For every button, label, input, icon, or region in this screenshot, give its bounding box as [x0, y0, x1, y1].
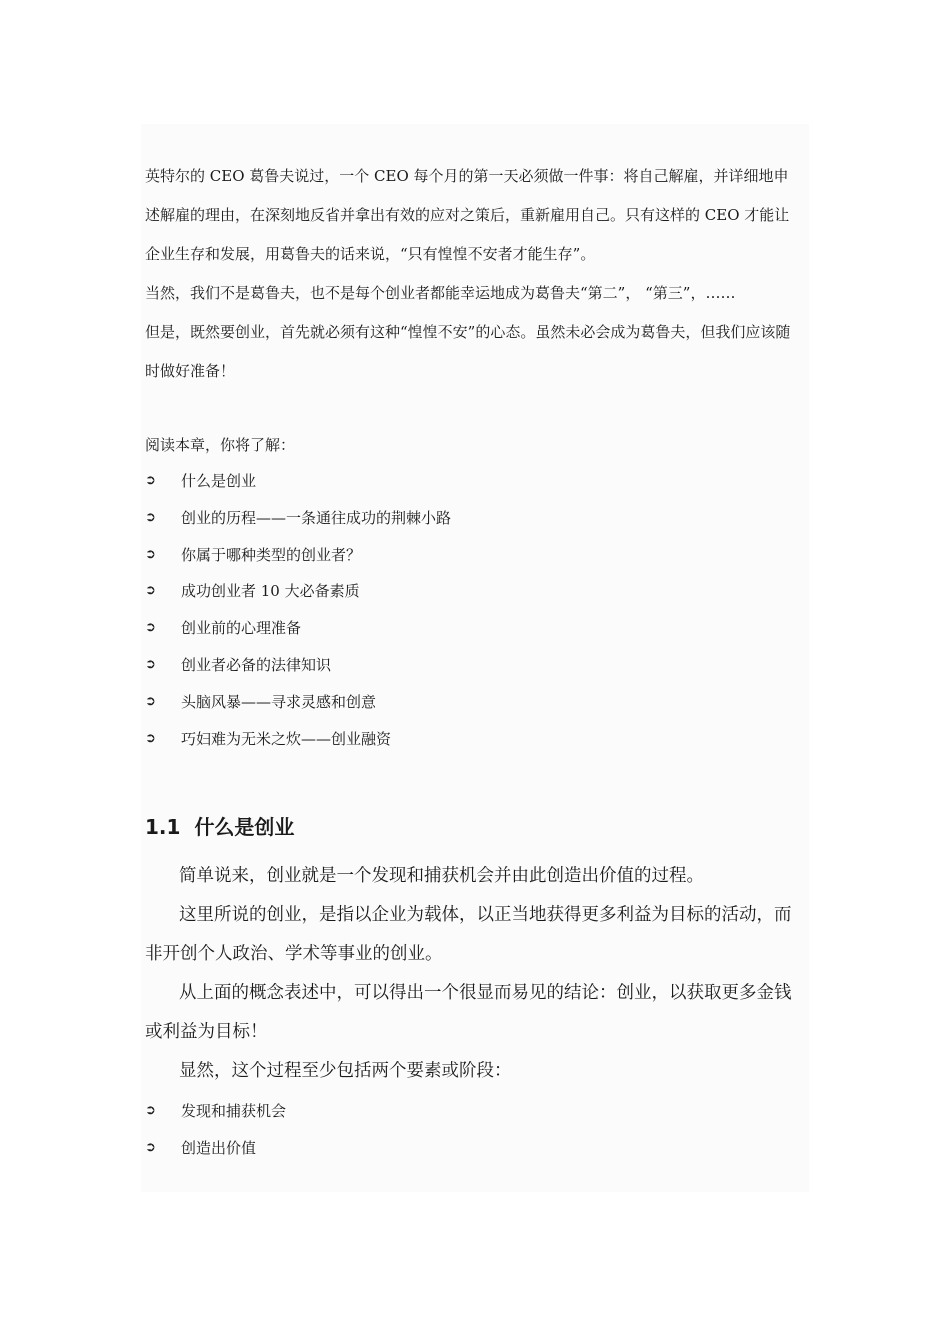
list-item-text: 创业前的心理准备	[181, 619, 302, 638]
list-item-text: 发现和捕获机会	[181, 1102, 287, 1121]
list-item-text: 创业的历程——一条通往成功的荆棘小路	[181, 508, 452, 527]
section-body	[145, 857, 801, 1091]
list-item-text: 什么是创业	[181, 472, 257, 490]
arrow-bullet-icon: ➲	[145, 656, 156, 672]
document-body	[145, 157, 801, 1167]
list-item	[145, 684, 801, 721]
arrow-bullet-icon: ➲	[145, 583, 156, 599]
chapter-topics-list	[145, 463, 801, 757]
arrow-bullet-icon: ➲	[145, 1103, 156, 1119]
list-item	[145, 573, 801, 610]
arrow-bullet-icon: ➲	[145, 546, 156, 562]
intro-paragraph: 英特尔的 CEO 葛鲁夫说过，一个 CEO 每个月的第一天必须做一件事：将自己解雇，并详细地申述解雇的理由，在深刻地反省并拿出有效的应对之策后，重新雇用自己。只有这样的 CEO 才能让企业生存和发展，用葛鲁夫的话来说，“只有惶惶不安者才能生存”。	[145, 167, 790, 263]
arrow-bullet-icon: ➲	[145, 730, 156, 746]
list-item-text: 创造出价值	[181, 1139, 257, 1158]
list-item	[145, 500, 801, 537]
list-item	[145, 721, 801, 758]
arrow-bullet-icon: ➲	[145, 1140, 156, 1156]
list-item-text: 头脑风暴——寻求灵感和创意	[181, 692, 377, 711]
arrow-bullet-icon: ➲	[145, 620, 156, 636]
arrow-bullet-icon: ➲	[145, 693, 156, 709]
reading-heading: 阅读本章，你将了解：	[145, 436, 296, 454]
list-item	[145, 610, 801, 647]
list-item-text: 巧妇难为无米之炊——创业融资	[181, 729, 392, 748]
arrow-bullet-icon: ➲	[145, 509, 156, 525]
body-paragraph: 简单说来，创业就是一个发现和捕获机会并由此创造出价值的过程。	[179, 866, 704, 887]
body-paragraph: 显然，这个过程至少包括两个要素或阶段：	[179, 1061, 512, 1082]
body-paragraph: 这里所说的创业，是指以企业为载体，以正当地获得更多利益为目标的活动，而非开创个人政治、学术等事业的创业。	[145, 905, 792, 965]
list-item-text: 你属于哪种类型的创业者？	[181, 545, 362, 564]
section-heading	[145, 807, 801, 847]
body-paragraph: 从上面的概念表述中，可以得出一个很显而易见的结论：创业，以获取更多金钱或利益为目标！	[145, 983, 792, 1043]
arrow-bullet-icon: ➲	[145, 473, 156, 488]
section-elements-list	[145, 1093, 801, 1167]
intro-paragraph: 当然，我们不是葛鲁夫，也不是每个创业者都能幸运地成为葛鲁夫“第二”， “第三”，……	[145, 284, 736, 302]
list-item	[145, 537, 801, 574]
list-item	[145, 647, 801, 684]
list-item	[145, 1093, 801, 1130]
intro-paragraph: 但是，既然要创业，首先就必须有这种“惶惶不安”的心态。虽然未必会成为葛鲁夫，但我们应该随时做好准备！	[145, 323, 791, 380]
list-item	[145, 463, 801, 500]
list-item-text: 成功创业者 10 大必备素质	[181, 582, 360, 601]
list-item	[145, 1130, 801, 1167]
intro-quote	[145, 157, 801, 391]
list-item-text: 创业者必备的法律知识	[181, 655, 332, 674]
section-title: 什么是创业	[194, 815, 295, 840]
section-number: 1.1	[145, 815, 181, 840]
